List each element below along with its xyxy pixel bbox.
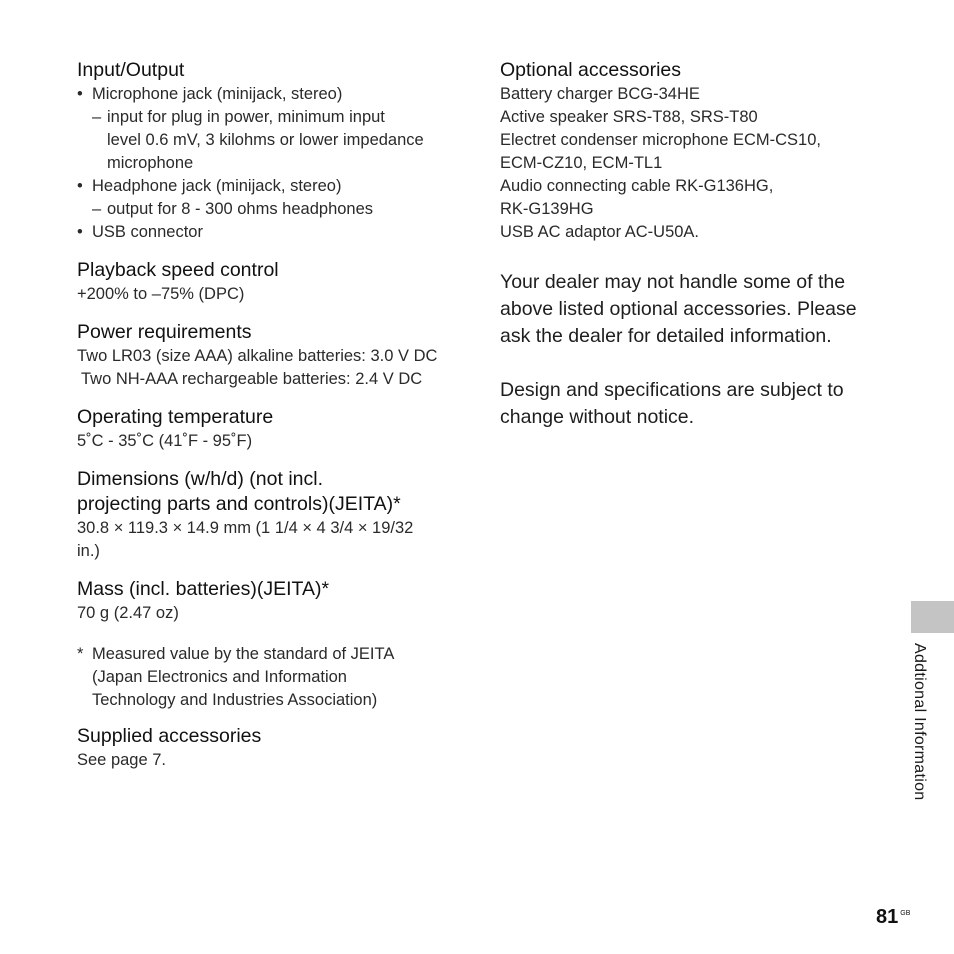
temperature-value: 5˚C - 35˚C (41˚F - 95˚F) [77, 432, 253, 450]
mic-detail-line: level 0.6 mV, 3 kilohms or lower impedance [107, 131, 424, 149]
power-heading: Power requirements [77, 321, 252, 343]
dash-icon: – [92, 200, 102, 218]
page-number-suffix: GB [900, 910, 911, 917]
accessory-line: Audio connecting cable RK-G136HG, [500, 177, 774, 195]
list-subitem [77, 198, 467, 221]
dimensions-value-line: 30.8 × 119.3 × 14.9 mm (1 1/4 × 4 3/4 × 19/32 [77, 519, 414, 537]
dimensions-value-line: in.) [77, 542, 100, 560]
bullet-icon: • [77, 177, 83, 195]
design-note-line: Design and specifications are subject to [500, 379, 844, 401]
footnote [77, 643, 467, 712]
dimensions-heading-line: Dimensions (w/h/d) (not incl. [77, 468, 323, 490]
section-side-label: Addtional Information [911, 643, 928, 801]
dealer-note-line: Your dealer may not handle some of the [500, 271, 846, 293]
dimensions-heading-line: projecting parts and controls)(JEITA)* [77, 493, 401, 515]
mic-jack-text: Microphone jack (minijack, stereo) [92, 85, 343, 103]
power-section [77, 320, 467, 391]
footnote-line: Measured value by the standard of JEITA [92, 645, 395, 663]
optional-accessories-section [500, 58, 880, 244]
mass-value: 70 g (2.47 oz) [77, 604, 179, 622]
accessory-line: ECM-CZ10, ECM-TL1 [500, 154, 663, 172]
list-item [77, 221, 467, 244]
design-note [500, 377, 880, 431]
supplied-heading: Supplied accessories [77, 725, 262, 747]
input-output-heading: Input/Output [77, 59, 185, 81]
temperature-heading: Operating temperature [77, 406, 274, 428]
footnote-line: Technology and Industries Association) [92, 691, 378, 709]
supplied-section [77, 724, 467, 772]
optional-accessories-heading: Optional accessories [500, 59, 682, 81]
dimensions-section [77, 467, 467, 563]
mass-section [77, 577, 467, 625]
playback-section [77, 258, 467, 306]
playback-heading: Playback speed control [77, 259, 279, 281]
headphone-jack-text: Headphone jack (minijack, stereo) [92, 177, 342, 195]
accessory-line: USB AC adaptor AC-U50A. [500, 223, 700, 241]
temperature-section [77, 405, 467, 453]
accessory-line: RK-G139HG [500, 200, 594, 218]
mic-detail-line: microphone [107, 154, 194, 172]
input-output-section [77, 58, 467, 244]
accessory-line: Battery charger BCG-34HE [500, 85, 700, 103]
design-note-line: change without notice. [500, 406, 695, 428]
accessory-line: Electret condenser microphone ECM-CS10, [500, 131, 821, 149]
supplied-value: See page 7. [77, 751, 166, 769]
accessory-line: Active speaker SRS-T88, SRS-T80 [500, 108, 758, 126]
dealer-note [500, 269, 880, 350]
dealer-note-line: above listed optional accessories. Please [500, 298, 857, 320]
right-column [500, 58, 880, 431]
power-line: Two NH-AAA rechargeable batteries: 2.4 V DC [81, 370, 423, 388]
dealer-note-line: ask the dealer for detailed information. [500, 325, 832, 347]
left-column [77, 58, 467, 780]
dash-icon: – [92, 108, 102, 126]
power-line: Two LR03 (size AAA) alkaline batteries: 3.0 V DC [77, 347, 438, 365]
list-subitem [77, 106, 467, 175]
footnote-line: (Japan Electronics and Information [92, 668, 347, 686]
list-item [77, 83, 467, 106]
bullet-icon: • [77, 85, 83, 103]
page-number [876, 906, 910, 929]
list-item [77, 175, 467, 198]
bullet-icon: • [77, 223, 83, 241]
mass-heading: Mass (incl. batteries)(JEITA)* [77, 578, 330, 600]
asterisk-icon: * [77, 645, 84, 663]
headphone-detail: output for 8 - 300 ohms headphones [107, 200, 374, 218]
usb-connector-text: USB connector [92, 223, 203, 241]
section-tab-marker [911, 601, 954, 633]
mic-detail-line: input for plug in power, minimum input [107, 108, 385, 126]
page-number-value: 81 [876, 906, 899, 928]
playback-value: +200% to –75% (DPC) [77, 285, 245, 303]
